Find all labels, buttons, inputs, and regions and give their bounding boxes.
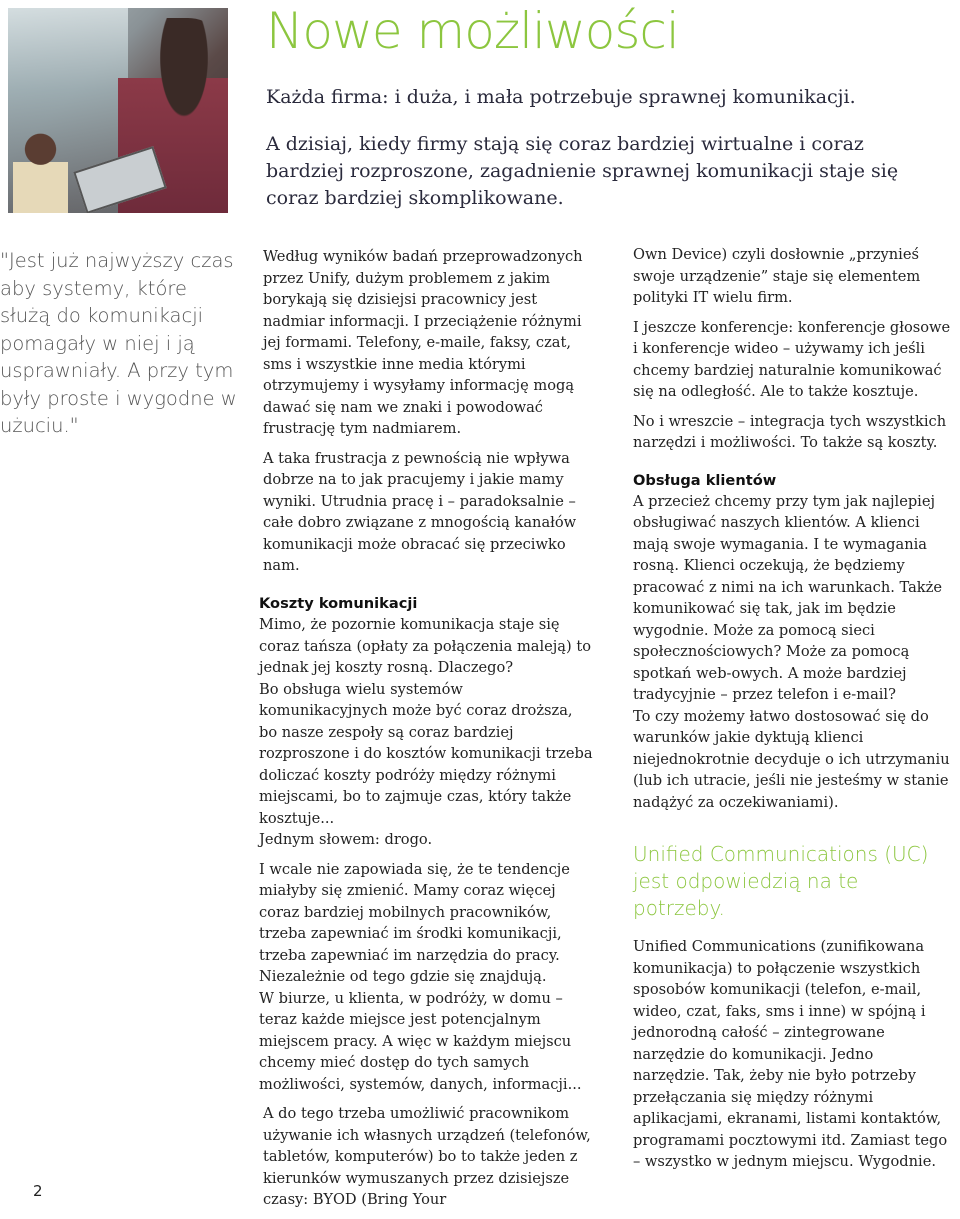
page-number: 2 [33, 1182, 43, 1200]
col3-paragraph-5: To czy możemy łatwo dostosować się do warunków jakie dyktują klienci niejednokrotnie decyduje o ich utrzymaniu (lub ich utracie, jeśli nie jesteśmy w stanie nadążyć za oczekiwaniami). [633, 707, 950, 811]
col2-paragraph-2: Bo obsługa wielu systemów komunikacyjnych może być coraz droższa, bo nasze zespoły są coraz bardziej rozproszone i do kosztów komunikacji trzeba doliczać koszty podróży między różnymi miejscami, bo to zajmuje czas, który także kosztuje... [259, 680, 593, 827]
col3-paragraph-3: No i wreszcie – integracja tych wszystkich narzędzi i możliwości. To także są koszty. [633, 412, 947, 451]
col2-paragraph-5: W biurze, u klienta, w podróży, w domu – teraz każde miejsce jest potencjalnym miejscem pracy. A więc w każdym miejscu chcemy mieć dostęp do tych samych możliwości, systemów, danych, informacji... [259, 989, 582, 1093]
heading-unified-communications: Unified Communications (UC) jest odpowiedzią na te potrzeby. [633, 842, 929, 920]
col3-paragraph-1: Own Device) czyli dosłownie „przynieś swoje urządzenie” staje się elementem polityki IT wielu firm. [633, 246, 921, 306]
col2-paragraph-6: A do tego trzeba umożliwić pracownikom używanie ich własnych urządzeń (telefonów, tabletów, komputerów) bo to także jeden z kierunków wymuszanych przez dzisiejsze czasy: BYOD (Bring Your [263, 1105, 591, 1208]
pull-quote: "Jest już najwyższy czas aby systemy, które służą do komunikacji pomagały w niej i ją usprawniały. A przy tym były proste i wygodne w użuciu." [0, 249, 237, 437]
header-photo [8, 8, 228, 213]
heading-obsluga-klientow: Obsługa klientów [633, 471, 777, 489]
col3-paragraph-6: Unified Communications (zunifikowana komunikacja) to połączenie wszystkich sposobów komunikacji (telefon, e-mail, wideo, czat, faks, sms i inne) w spójną i jednorodną całość – zintegrowane narzędzie do komunikacji. Jedno narzędzie. Tak, żeby nie było potrzeby przełączania się między różnymi aplikacjami, ekranami, listami kontaktów, programami pocztowymi itd. Zamiast tego – wszystko w jednym miejscu. Wygodnie. [633, 938, 948, 1170]
col1-paragraph-2: A taka frustracja z pewnością nie wpływa dobrze na to jak pracujemy i jakie mamy wyniki. Utrudnia pracę i – paradoksalnie – całe dobro związane z mnogością kanałów komunikacji może obracać się przeciwko nam. [263, 449, 577, 574]
photo-person-left [13, 128, 68, 213]
lead-paragraph-2: A dzisiaj, kiedy firmy stają się coraz bardziej wirtualne i coraz bardziej rozproszone, zagadnienie sprawnej komunikacji staje się coraz bardziej skomplikowane. [266, 133, 899, 209]
col2-paragraph-3: Jednym słowem: drogo. [259, 831, 433, 848]
col2-paragraph-4: I wcale nie zapowiada się, że te tendencje miałyby się zmienić. Mamy coraz więcej coraz bardziej mobilnych pracowników, trzeba zapewniać im środki komunikacji, trzeba zapewniać im narzędzia do pracy. Niezależnie od tego gdzie się znajdują. [259, 860, 570, 985]
col3-paragraph-4: A przecież chcemy przy tym jak najlepiej obsługiwać naszych klientów. A klienci mają swoje wymagania. I te wymagania rosną. Klienci oczekują, że będziemy pracować z nimi na ich warunkach. Także komunikować się tak, jak im będzie wygodnie. Może za pomocą sieci społecznościowych? Może za pomocą spotkań web-owych. A może bardziej tradycyjnie – przez telefon i e-mail? [633, 492, 942, 703]
col1-paragraph-1: Według wyników badań przeprowadzonych przez Unify, dużym problemem z jakim borykają się dzisiejsi pracownicy jest nadmiar informacji. I przeciążenie różnymi jej formami. Telefony, e-maile, faksy, czat, sms i wszystkie inne media którymi otrzymujemy i wysyłamy informację mogą dawać się nam we znaki i powodować frustrację tym nadmiarem. [263, 248, 583, 437]
column-3 [633, 244, 953, 1181]
col2-paragraph-1: Mimo, że pozornie komunikacja staje się coraz tańsza (opłaty za połączenia maleją) to jednak jej koszty rosną. Dlaczego? [259, 616, 591, 676]
column-2 [259, 589, 594, 1219]
page-title: Nowe możliwości [266, 2, 679, 60]
lead-paragraph-1: Każda firma: i duża, i mała potrzebuje sprawnej komunikacji. [266, 86, 856, 108]
column-1 [263, 246, 598, 585]
heading-koszty-komunikacji: Koszty komunikacji [259, 595, 418, 612]
col3-paragraph-2: I jeszcze konferencje: konferencje głosowe i konferencje wideo – używamy ich jeśli chcemy bardziej naturalnie komunikować się na odległość. Ale to także kosztuje. [633, 318, 951, 400]
